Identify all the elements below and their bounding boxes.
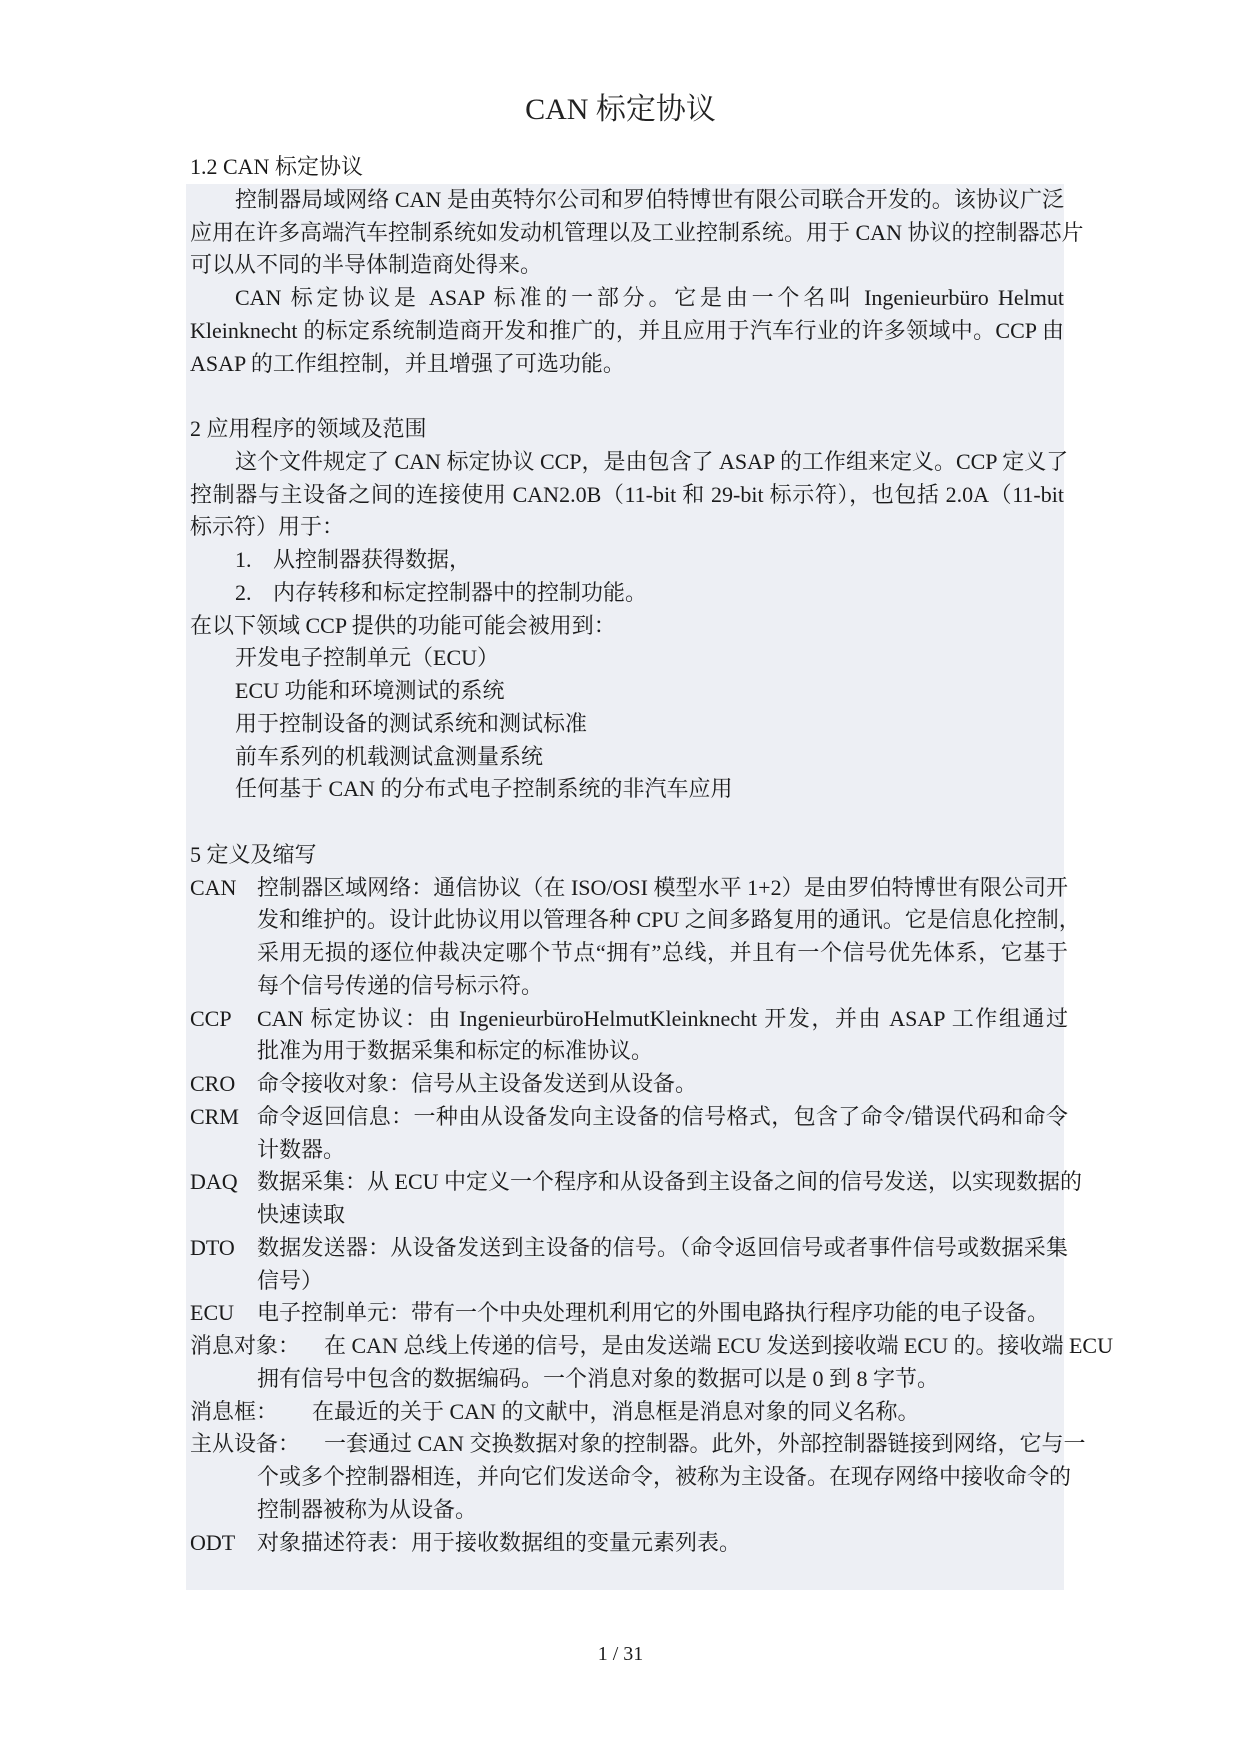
definition-row (0, 1134, 1241, 1167)
section-1-2 (0, 151, 1241, 413)
definition-text: 一套通过 CAN 交换数据对象的控制器。此外，外部控制器链接到网络，它与一 (324, 1431, 1086, 1457)
section-heading: 1.2 CAN 标定协议 (190, 154, 363, 179)
definition-can (0, 872, 1241, 1003)
areas-intro: 在以下领域 CCP 提供的功能可能会被用到： (190, 612, 616, 638)
definition-crm (0, 1101, 1241, 1167)
definition-row (0, 1297, 1241, 1330)
paragraph-row (0, 249, 1241, 282)
paragraph (0, 446, 1241, 544)
application-area-text: 前车系列的机载测试盒测量系统 (235, 743, 544, 769)
paragraph-line: CAN 标定协议是 ASAP 标准的一部分。它是由一个名叫 Ingenieurbüro Helmut (235, 285, 1064, 310)
page-number: 1 / 31 (597, 1643, 644, 1665)
list-number: 1. (235, 547, 252, 572)
definition-text: 每个信号传递的信号标示符。 (257, 972, 544, 998)
application-area-text: ECU 功能和环境测试的系统 (235, 678, 505, 703)
document-body (0, 151, 1241, 1559)
heading-row (0, 413, 1241, 446)
paragraph-row (0, 315, 1241, 348)
numbered-list (0, 544, 1241, 610)
definition-row (0, 970, 1241, 1003)
paragraph-row (0, 479, 1241, 512)
paragraph-line: 标示符）用于： (190, 514, 345, 540)
definition-term: DTO (190, 1234, 235, 1260)
definition-cro (0, 1068, 1241, 1101)
document-title: CAN 标定协议 (525, 93, 716, 126)
list-text: 内存转移和标定控制器中的控制功能。 (273, 579, 648, 605)
application-area (0, 773, 1241, 806)
section-2 (0, 413, 1241, 839)
definition-text: 计数器。 (257, 1136, 346, 1162)
paragraph-line: 应用在许多高端汽车控制系统如发动机管理以及工业控制系统。用于 CAN 协议的控制器芯片 (190, 219, 1084, 245)
definition-text: 批准为用于数据采集和标定的标准协议。 (257, 1038, 654, 1064)
list-item (0, 577, 1241, 610)
paragraph-line: 可以从不同的半导体制造商处得来。 (190, 252, 543, 278)
definition-row (0, 1428, 1241, 1461)
definition-row (0, 1199, 1241, 1232)
definition-text: 信号） (257, 1267, 324, 1293)
heading-row (0, 151, 1241, 184)
paragraph-row (0, 184, 1241, 217)
paragraph (0, 184, 1241, 282)
definition-text: 命令返回信息：一种由从设备发向主设备的信号格式，包含了命令/错误代码和命令 (257, 1103, 1068, 1129)
definition-row (0, 1527, 1241, 1560)
definition-term: ODT (190, 1529, 236, 1555)
definition-term: 消息框： (190, 1398, 279, 1424)
definition-row (0, 1003, 1241, 1036)
paragraph-row (0, 610, 1241, 643)
list-text: 从控制器获得数据， (273, 547, 472, 572)
paragraph-line: ASAP 的工作组控制，并且增强了可选功能。 (190, 350, 625, 376)
definition-row (0, 1101, 1241, 1134)
definition-term: CAN (190, 874, 237, 900)
paragraph-row (0, 348, 1241, 381)
definition-term: ECU (190, 1300, 234, 1326)
definition-row (0, 1363, 1241, 1396)
definition-text: 快速读取 (257, 1202, 346, 1227)
definition-odt (0, 1527, 1241, 1560)
application-areas (0, 642, 1241, 806)
paragraph-line: 控制器局域网络 CAN 是由英特尔公司和罗伯特博世有限公司联合开发的。该协议广泛 (235, 186, 1064, 212)
definition-text: 发和维护的。设计此协议用以管理各种 CPU 之间多路复用的通讯。它是信息化控制， (257, 907, 1081, 933)
paragraph-row (0, 446, 1241, 479)
paragraph-line: 这个文件规定了 CAN 标定协议 CCP，是由包含了 ASAP 的工作组来定义。CCP 定义了 (235, 448, 1069, 474)
definition-text: 控制器区域网络：通信协议（在 ISO/OSI 模型水平 1+2）是由罗伯特博世有限公司开 (257, 874, 1068, 900)
definition-ecu (0, 1297, 1241, 1330)
section-heading: 5 定义及缩写 (190, 841, 317, 867)
definition-text: 在最近的关于 CAN 的文献中，消息框是消息对象的同义名称。 (312, 1398, 920, 1424)
definition-message-box (0, 1396, 1241, 1429)
definition-row (0, 1035, 1241, 1068)
definition-text: 命令接收对象：信号从主设备发送到从设备。 (257, 1071, 698, 1096)
definition-term: 消息对象： (190, 1333, 301, 1358)
definition-row (0, 1396, 1241, 1429)
definition-daq (0, 1166, 1241, 1232)
section-heading: 2 应用程序的领域及范围 (190, 416, 427, 441)
paragraph-row (0, 217, 1241, 250)
definition-row (0, 1068, 1241, 1101)
paragraph-row (0, 282, 1241, 315)
application-area-text: 开发电子控制单元（ECU） (235, 645, 500, 671)
application-area (0, 708, 1241, 741)
application-area (0, 741, 1241, 774)
definition-text: CAN 标定协议：由 IngenieurbüroHelmutKleinknecht 开发，并由 ASAP 工作组通过 (257, 1005, 1068, 1031)
definition-term: CRO (190, 1071, 236, 1096)
definition-row (0, 1166, 1241, 1199)
definition-text: 数据发送器：从设备发送到主设备的信号。（命令返回信号或者事件信号或数据采集 (257, 1234, 1068, 1260)
application-area (0, 675, 1241, 708)
definition-row (0, 1330, 1241, 1363)
blank-line (0, 380, 1241, 413)
application-area-text: 任何基于 CAN 的分布式电子控制系统的非汽车应用 (235, 776, 733, 802)
blank-line (0, 806, 1241, 839)
definition-text: 在 CAN 总线上传递的信号，是由发送端 ECU 发送到接收端 ECU 的。接收端 ECU (324, 1333, 1113, 1358)
definition-text: 数据采集：从 ECU 中定义一个程序和从设备到主设备之间的信号发送，以实现数据的 (257, 1169, 1083, 1195)
definition-text: 控制器被称为从设备。 (257, 1496, 478, 1522)
definition-row (0, 1265, 1241, 1298)
definition-dto (0, 1232, 1241, 1298)
definition-text: 个或多个控制器相连，并向它们发送命令，被称为主设备。在现存网络中接收命令的 (257, 1464, 1072, 1489)
section-5 (0, 839, 1241, 1560)
definition-row (0, 1461, 1241, 1494)
definition-text: 采用无损的逐位仲裁决定哪个节点“拥有”总线，并且有一个信号优先体系，它基于 (257, 940, 1068, 965)
application-area-text: 用于控制设备的测试系统和测试标准 (235, 710, 588, 736)
definition-message-object (0, 1330, 1241, 1396)
list-number: 2. (235, 579, 252, 605)
definition-text: 电子控制单元：带有一个中央处理机利用它的外围电路执行程序功能的电子设备。 (257, 1300, 1050, 1326)
paragraph-row (0, 511, 1241, 544)
definition-term: CCP (190, 1005, 232, 1031)
paragraph (0, 282, 1241, 380)
paragraph-line: 控制器与主设备之间的连接使用 CAN2.0B（11-bit 和 29-bit 标示符），也包括 2.0A（11-bit (190, 481, 1064, 507)
definition-term: 主从设备： (190, 1431, 301, 1457)
heading-row (0, 839, 1241, 872)
list-item (0, 544, 1241, 577)
definition-master-slave (0, 1428, 1241, 1526)
definition-row (0, 937, 1241, 970)
definition-row (0, 904, 1241, 937)
definition-text: 对象描述符表：用于接收数据组的变量元素列表。 (257, 1529, 742, 1555)
definition-term: CRM (190, 1103, 239, 1129)
definition-ccp (0, 1003, 1241, 1069)
application-area (0, 642, 1241, 675)
definition-row (0, 872, 1241, 905)
definition-row (0, 1494, 1241, 1527)
definition-term: DAQ (190, 1169, 238, 1195)
definition-text: 拥有信号中包含的数据编码。一个消息对象的数据可以是 0 到 8 字节。 (257, 1365, 940, 1391)
paragraph-line: Kleinknecht 的标定系统制造商开发和推广的，并且应用于汽车行业的许多领域中。CCP 由 (190, 317, 1064, 343)
definition-row (0, 1232, 1241, 1265)
